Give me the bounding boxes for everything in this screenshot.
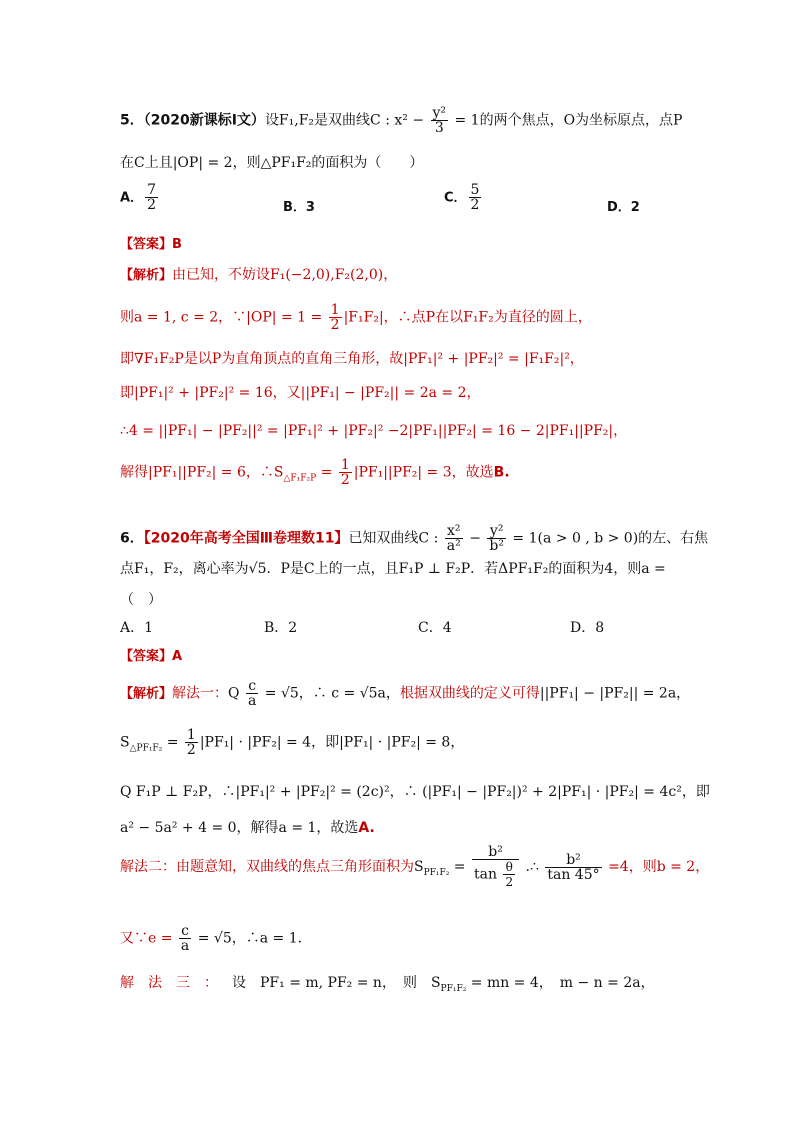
q5-stem-line2: 在C上且|OP| = 2，则△PF₁F₂的面积为（ ）	[120, 155, 424, 171]
q6-option-a: A．1	[120, 620, 154, 636]
q5-answer: 【答案】B	[120, 237, 182, 252]
q6-stem-line2: 点F₁，F₂，离心率为√5．P是C上的一点，且F₁P ⊥ F₂P．若ΔPF₁F₂的面积为4，则a =	[120, 561, 666, 577]
q5-option-b: B．3	[283, 200, 315, 215]
q5-analysis-line5: ∴4 = ||PF₁| − |PF₂||² = |PF₁|² + |PF₂|² −2|PF₁||PF₂| = 16 − 2|PF₁||PF₂|，	[120, 423, 628, 439]
q5-stem-part-a: 设F₁,F₂是双曲线C : x² −	[264, 112, 429, 129]
q5-stem-line1	[120, 106, 682, 135]
q5-source: （2020新课标Ⅰ文）	[143, 112, 265, 129]
q5-analysis-line4: 即|PF₁|² + |PF₂|² = 16，又||PF₁| − |PF₂|| = 2a = 2，	[120, 385, 481, 401]
q5-analysis-line2: 则a = 1, c = 2，∵|OP| = 1 = $\frac{1}{2}$ |F₁F₂|，∴点P在以F₁F₂为直径的圆上，	[120, 302, 592, 333]
q6-method3-line1: 解法三：设 PF₁ = m, PF₂ = n， 则 $S_{PF_1F_2}$ = mn = 4， m − n = 2a，	[120, 975, 655, 994]
q5-stem-fraction: $\frac{\text{y²}}{3}$	[432, 105, 447, 136]
q6-analysis-line3: Q F₁P ⊥ F₂P，∴|PF₁|² + |PF₂|² = (2c)²，∴ (|PF₁| − |PF₂|)² + 2|PF₁| · |PF₂| = 4c²，即	[120, 784, 710, 800]
q6-option-d: D．8	[570, 620, 605, 636]
q6-stem-line1: 6．【2020年高考全国Ⅲ卷理数11】已知双曲线C : $\frac{\text{x²}}{\text{a²}}$ − $\frac{\text{y²}}{\text{b²}}$ = 1(a > 0 , b > 0)的左、右焦	[120, 523, 709, 554]
q6-analysis-line2: $S_{\triangle PF_1F_2}$ = $\frac{1}{2}$ |PF₁| · |PF₂| = 4，即|PF₁| · |PF₂| = 8，	[120, 727, 465, 758]
q5-stem-part-b: = 1的两个焦点，O为坐标原点，点P	[450, 112, 683, 129]
q6-method2-line1: 解法二：由题意知，双曲线的焦点三角形面积为$S_{PF_1F_2}$ = b² tan $\frac{\theta}{2}$ .∴ $\frac{\text{b²}}{\tan 45^\circ}$ =4，则b = 2，	[120, 844, 710, 889]
q6-analysis-line4: a² − 5a² + 4 = 0，解得a = 1，故选A.	[120, 820, 375, 836]
q6-option-b: B．2	[264, 620, 298, 636]
q5-analysis-line3: 即∇F₁F₂P是以P为直角顶点的直角三角形，故|PF₁|² + |PF₂|² = |F₁F₂|²，	[120, 351, 584, 367]
q5-number: 5．	[120, 112, 144, 129]
q6-number: 6．	[120, 530, 144, 547]
q5-analysis-line6: 解得|PF₁||PF₂| = 6，$\therefore S_{\triangle F_1F_2P}$ = $\frac{1}{2}$ |PF₁||PF₂| = 3，故选B.	[120, 457, 510, 488]
q5-option-d: D．2	[607, 200, 640, 215]
q5-analysis-line1: 【解析】由已知，不妨设F₁(−2,0),F₂(2,0)，	[120, 267, 398, 283]
q6-stem-line3: （ ）	[120, 592, 162, 608]
q6-method2-line2: 又∵e = $\frac{c}{a}$ = √5，∴a = 1．	[120, 923, 312, 954]
q6-answer: 【答案】A	[120, 649, 183, 664]
q6-analysis-line1: 【解析】解法一：Q $\frac{c}{a}$ = √5，∴ c = √5a，根据双曲线的定义可得||PF₁| − |PF₂|| = 2a，	[120, 678, 691, 709]
q5-option-c: C． $\frac{5}{2}$	[444, 182, 480, 213]
q5-option-a: A． $\frac{7}{2}$	[120, 182, 156, 213]
q6-option-c: C．4	[418, 620, 452, 636]
q6-source: 【2020年高考全国Ⅲ卷理数11】	[143, 530, 349, 547]
